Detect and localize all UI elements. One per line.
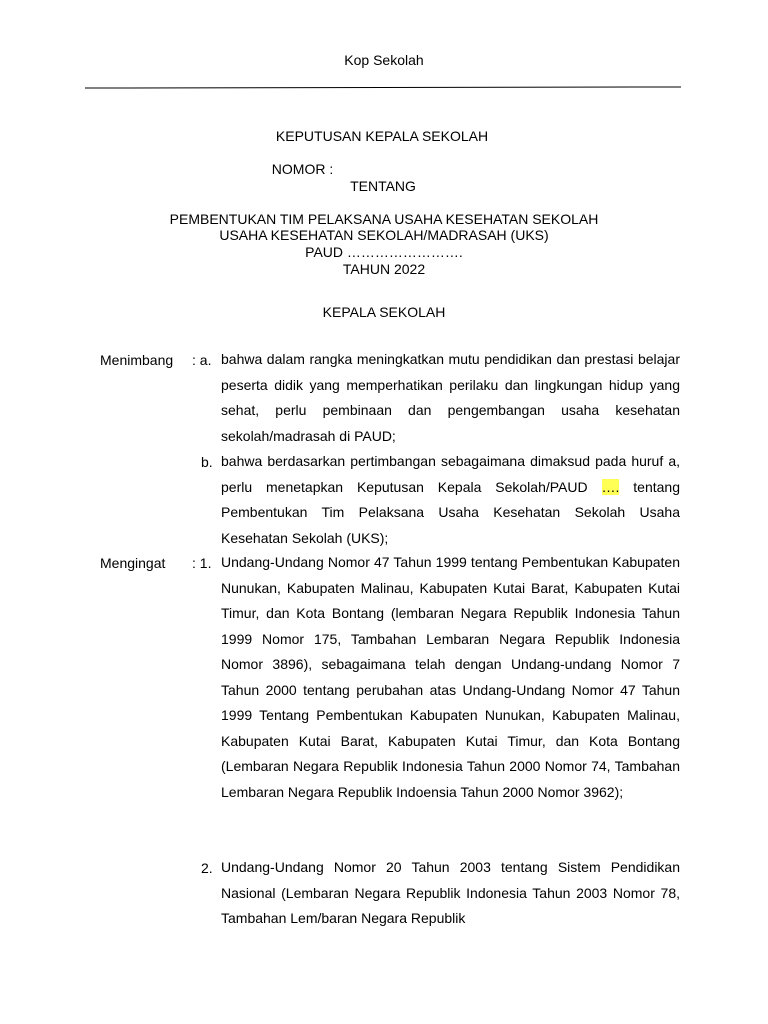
decree-number-label: NOMOR : <box>271 161 334 177</box>
header-divider <box>85 86 681 88</box>
subject-line-4: TAHUN 2022 <box>342 261 426 277</box>
tentang-heading: TENTANG <box>350 178 416 194</box>
mengingat-marker-2: 2. <box>201 860 213 876</box>
kepala-sekolah-heading: KEPALA SEKOLAH <box>322 304 446 320</box>
subject-line-2: USAHA KESEHATAN SEKOLAH/MADRASAH (UKS) <box>219 227 549 243</box>
highlighted-placeholder: …. <box>601 478 620 495</box>
subject-line-1: PEMBENTUKAN TIM PELAKSANA USAHA KESEHATAN SEKOLAH <box>169 211 599 227</box>
decree-title: KEPUTUSAN KEPALA SEKOLAH <box>275 128 489 144</box>
kop-sekolah: Kop Sekolah <box>344 52 424 68</box>
menimbang-item-b-text-1: bahwa berdasarkan pertimbangan sebagaimana dimaksud pada huruf a, perlu menetapkan Keputusan Kepala Sekolah/PAUD <box>221 453 680 495</box>
menimbang-marker-b: b. <box>201 454 213 470</box>
mengingat-marker-1: : 1. <box>192 555 212 571</box>
menimbang-item-a: bahwa dalam rangka meningkatkan mutu pendidikan dan prestasi belajar peserta didik yang memperhatikan perilaku dan lingkungan hidup yang sehat, perlu pembinaan dan pengembangan usaha kesehatan sekolah/madrasah di PAUD; <box>221 351 680 444</box>
mengingat-item-2: Undang-Undang Nomor 20 Tahun 2003 tentang Sistem Pendidikan Nasional (Lembaran Negara Republik Indonesia Tahun 2003 Nomor 78, Tambahan Lem/baran Negara Republik <box>221 859 680 926</box>
mengingat-item-1: Undang-Undang Nomor 47 Tahun 1999 tentang Pembentukan Kabupaten Nunukan, Kabupaten Malinau, Kabupaten Kutai Barat, Kabupaten Kutai Timur, dan Kota Bontang (lembaran Negara Republik Indonesia Tahun 1999 Nomor 175, Tambahan Lembaran Negara Republik Indonesia Nomor 3896), sebagaimana telah dengan Undang-undang Nomor 7 Tahun 2000 tentang perubahan atas Undang-Undang Nomor 47 Tahun 1999 Tentang Pembentukan Kabupaten Nunukan, Kabupaten Malinau, Kabupaten Kutai Barat, Kabupaten Kutai Timur, dan Kota Bontang (Lembaran Negara Republik Indonesia Tahun 2000 Nomor 74, Tambahan Lembaran Negara Republik Indoensia Tahun 2000 Nomor 3962); <box>221 554 680 800</box>
subject-line-3: PAUD ……………………. <box>305 244 463 260</box>
menimbang-label: Menimbang <box>100 352 174 368</box>
menimbang-item-b-text-2: tentang Pembentukan Tim Pelaksana Usaha Kesehatan Sekolah Usaha Kesehatan Sekolah (UKS); <box>221 478 681 546</box>
mengingat-label: Mengingat <box>100 555 166 571</box>
menimbang-marker-a: : a. <box>192 352 212 368</box>
menimbang-item-b <box>221 449 680 551</box>
